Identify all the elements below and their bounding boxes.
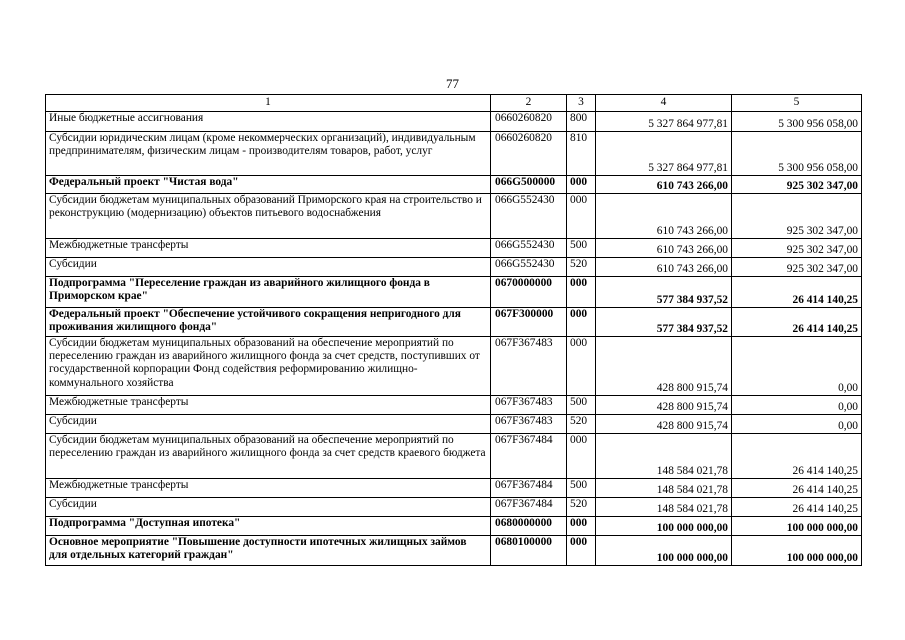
row-amount-col4-cell: 610 743 266,00 xyxy=(596,258,732,277)
table-row xyxy=(46,479,862,498)
table-row xyxy=(46,112,862,132)
row-amount-col5-cell: 26 414 140,25 xyxy=(732,498,862,517)
header-cell-3: 3 xyxy=(567,95,596,112)
row-code-cell: 066G552430 xyxy=(491,258,567,277)
row-type-cell: 000 xyxy=(567,434,596,479)
row-amount-col4-cell: 610 743 266,00 xyxy=(596,239,732,258)
row-name-cell: Межбюджетные трансферты xyxy=(46,239,491,258)
row-amount-col4-cell: 610 743 266,00 xyxy=(596,194,732,239)
row-amount-col5-cell: 925 302 347,00 xyxy=(732,194,862,239)
table-row xyxy=(46,337,862,396)
row-amount-col5-cell: 100 000 000,00 xyxy=(732,517,862,536)
row-amount-col5-cell: 0,00 xyxy=(732,396,862,415)
row-name-cell: Межбюджетные трансферты xyxy=(46,396,491,415)
row-code-cell: 0680100000 xyxy=(491,536,567,566)
row-name-cell: Иные бюджетные ассигнования xyxy=(46,112,491,132)
row-type-cell: 000 xyxy=(567,176,596,194)
table-row xyxy=(46,434,862,479)
row-type-cell: 500 xyxy=(567,396,596,415)
row-name-cell: Субсидии xyxy=(46,415,491,434)
row-amount-col4-cell: 148 584 021,78 xyxy=(596,498,732,517)
header-cell-4: 4 xyxy=(596,95,732,112)
row-name-cell: Субсидии бюджетам муниципальных образований на обеспечение мероприятий по переселению граждан из аварийного жилищного фонда за счет средств краевого бюджета xyxy=(46,434,491,479)
row-name-cell: Подпрограмма "Переселение граждан из аварийного жилищного фонда в Приморском крае" xyxy=(46,277,491,308)
row-name-cell: Подпрограмма "Доступная ипотека" xyxy=(46,517,491,536)
row-amount-col4-cell: 148 584 021,78 xyxy=(596,479,732,498)
row-amount-col4-cell: 5 327 864 977,81 xyxy=(596,132,732,176)
table-row xyxy=(46,308,862,337)
row-amount-col4-cell: 100 000 000,00 xyxy=(596,517,732,536)
row-type-cell: 500 xyxy=(567,239,596,258)
row-name-cell: Субсидии юридическим лицам (кроме некоммерческих организаций), индивидуальным предпринимателям, физическим лицам - производителям товаров, работ, услуг xyxy=(46,132,491,176)
row-name-cell: Основное мероприятие "Повышение доступности ипотечных жилищных займов для отдельных категорий граждан" xyxy=(46,536,491,566)
header-cell-5: 5 xyxy=(732,95,862,112)
row-name-cell: Федеральный проект "Чистая вода" xyxy=(46,176,491,194)
row-code-cell: 067F367484 xyxy=(491,479,567,498)
row-amount-col4-cell: 577 384 937,52 xyxy=(596,308,732,337)
header-row xyxy=(46,95,862,112)
row-code-cell: 0660260820 xyxy=(491,112,567,132)
row-name-cell: Субсидии бюджетам муниципальных образований на обеспечение мероприятий по переселению граждан из аварийного жилищного фонда за счет средств, поступивших от государственной корпорации Фонд содействия реформированию жилищно-коммунального хозяйства xyxy=(46,337,491,396)
row-type-cell: 000 xyxy=(567,337,596,396)
row-type-cell: 520 xyxy=(567,415,596,434)
row-amount-col5-cell: 0,00 xyxy=(732,337,862,396)
row-type-cell: 800 xyxy=(567,112,596,132)
row-type-cell: 000 xyxy=(567,194,596,239)
table-row xyxy=(46,415,862,434)
row-amount-col4-cell: 428 800 915,74 xyxy=(596,396,732,415)
row-type-cell: 000 xyxy=(567,308,596,337)
row-type-cell: 810 xyxy=(567,132,596,176)
row-amount-col4-cell: 610 743 266,00 xyxy=(596,176,732,194)
row-amount-col4-cell: 428 800 915,74 xyxy=(596,337,732,396)
row-amount-col4-cell: 5 327 864 977,81 xyxy=(596,112,732,132)
table-row xyxy=(46,536,862,566)
row-name-cell: Субсидии xyxy=(46,498,491,517)
row-amount-col4-cell: 148 584 021,78 xyxy=(596,434,732,479)
row-code-cell: 066G500000 xyxy=(491,176,567,194)
table-row xyxy=(46,258,862,277)
row-type-cell: 520 xyxy=(567,498,596,517)
table-row xyxy=(46,176,862,194)
row-code-cell: 066G552430 xyxy=(491,239,567,258)
row-amount-col5-cell: 5 300 956 058,00 xyxy=(732,132,862,176)
row-amount-col4-cell: 100 000 000,00 xyxy=(596,536,732,566)
table-row xyxy=(46,194,862,239)
row-name-cell: Субсидии бюджетам муниципальных образований Приморского края на строительство и реконструкцию (модернизацию) объектов питьевого водоснабжения xyxy=(46,194,491,239)
row-name-cell: Межбюджетные трансферты xyxy=(46,479,491,498)
row-amount-col5-cell: 925 302 347,00 xyxy=(732,258,862,277)
row-code-cell: 066G552430 xyxy=(491,194,567,239)
row-code-cell: 067F367483 xyxy=(491,396,567,415)
row-code-cell: 067F367483 xyxy=(491,415,567,434)
budget-table-body xyxy=(46,95,862,566)
row-amount-col5-cell: 26 414 140,25 xyxy=(732,277,862,308)
row-name-cell: Субсидии xyxy=(46,258,491,277)
row-amount-col4-cell: 428 800 915,74 xyxy=(596,415,732,434)
table-row xyxy=(46,132,862,176)
row-amount-col5-cell: 0,00 xyxy=(732,415,862,434)
row-amount-col5-cell: 925 302 347,00 xyxy=(732,239,862,258)
row-amount-col5-cell: 26 414 140,25 xyxy=(732,308,862,337)
table-row xyxy=(46,396,862,415)
row-code-cell: 067F367484 xyxy=(491,434,567,479)
row-amount-col5-cell: 925 302 347,00 xyxy=(732,176,862,194)
row-code-cell: 067F300000 xyxy=(491,308,567,337)
header-cell-1: 1 xyxy=(46,95,491,112)
row-amount-col5-cell: 26 414 140,25 xyxy=(732,434,862,479)
row-code-cell: 0670000000 xyxy=(491,277,567,308)
budget-table xyxy=(45,94,862,566)
table-row xyxy=(46,277,862,308)
row-type-cell: 000 xyxy=(567,517,596,536)
row-type-cell: 500 xyxy=(567,479,596,498)
header-cell-2: 2 xyxy=(491,95,567,112)
row-type-cell: 000 xyxy=(567,277,596,308)
row-amount-col5-cell: 5 300 956 058,00 xyxy=(732,112,862,132)
row-amount-col4-cell: 577 384 937,52 xyxy=(596,277,732,308)
row-type-cell: 520 xyxy=(567,258,596,277)
table-row xyxy=(46,498,862,517)
row-code-cell: 0660260820 xyxy=(491,132,567,176)
page-number: 77 xyxy=(446,76,459,91)
row-amount-col5-cell: 100 000 000,00 xyxy=(732,536,862,566)
row-code-cell: 067F367484 xyxy=(491,498,567,517)
row-code-cell: 067F367483 xyxy=(491,337,567,396)
row-amount-col5-cell: 26 414 140,25 xyxy=(732,479,862,498)
row-code-cell: 0680000000 xyxy=(491,517,567,536)
table-row xyxy=(46,239,862,258)
table-row xyxy=(46,517,862,536)
row-name-cell: Федеральный проект "Обеспечение устойчивого сокращения непригодного для проживания жилищного фонда" xyxy=(46,308,491,337)
row-type-cell: 000 xyxy=(567,536,596,566)
